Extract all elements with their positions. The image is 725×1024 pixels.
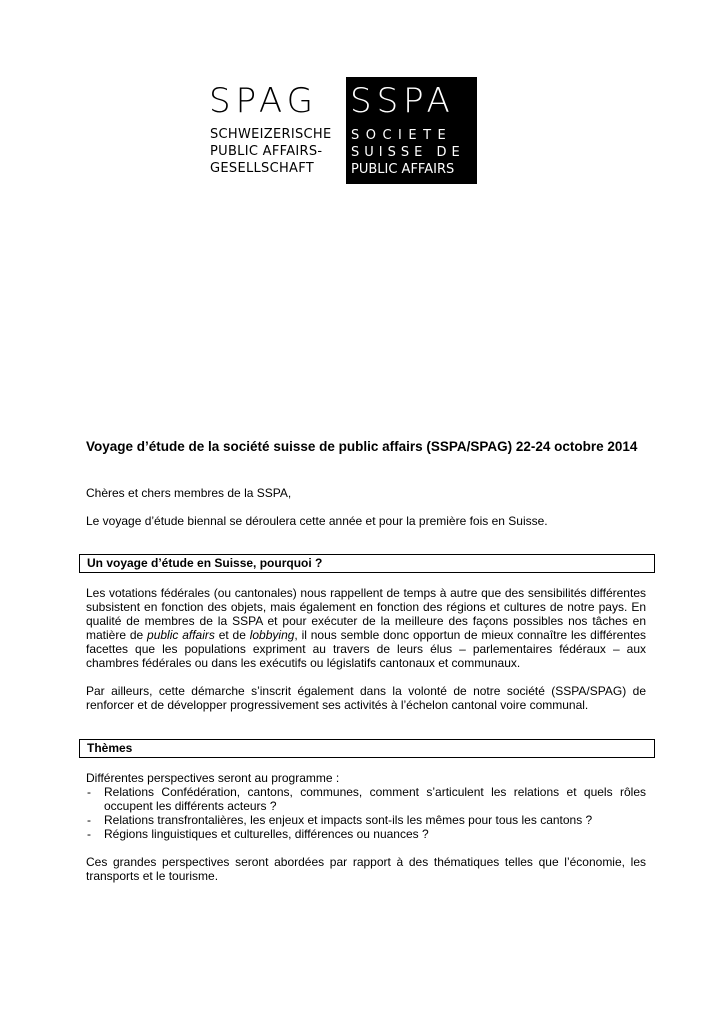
text-run: et de xyxy=(214,628,250,642)
section-heading-box xyxy=(79,554,655,573)
section1-paragraph2: Par ailleurs, cette démarche s’inscrit également dans la volonté de notre société (SSPA/SPAG) de renforcer et de développer progressivement ses activités à l’échelon cantonal voire communal. xyxy=(86,684,646,712)
section1-paragraph1 xyxy=(86,586,646,670)
logo-sspa-line: SUISSE DE xyxy=(351,145,465,160)
logo-sspa-title: SSPA xyxy=(350,81,455,121)
spag-sspa-logo xyxy=(205,76,477,186)
logo-spag-subtitle xyxy=(210,126,332,177)
logo-sspa-line: PUBLIC AFFAIRS xyxy=(351,162,455,177)
text-run: , il nous semble donc opportun de mieux connaître les différentes facettes que les populations expriment au travers de leurs élus – parlementaires fédéraux – aux chambres fédérales ou dans les exécutifs ou législatifs cantonaux et communaux. xyxy=(86,628,646,670)
list-item: - Régions linguistiques et culturelles, différences ou nuances ? xyxy=(86,827,646,841)
themes-intro: Différentes perspectives seront au programme : xyxy=(86,771,340,785)
logo-spag-line: SCHWEIZERISCHE xyxy=(210,127,332,142)
logo-sspa-line: SOCIETE xyxy=(351,128,453,143)
logo-spag-block xyxy=(205,76,345,186)
themes-closing: Ces grandes perspectives seront abordées par rapport à des thématiques telles que l’économie, les transports et le tourisme. xyxy=(86,855,646,883)
list-item: - Relations Confédération, cantons, communes, comment s’articulent les relations et quels rôles occupent les différents acteurs ? xyxy=(86,785,646,813)
logo-spag-title: SPAG xyxy=(209,81,318,121)
logo-sspa-subtitle xyxy=(351,127,465,178)
section-heading: Un voyage d’étude en Suisse, pourquoi ? xyxy=(87,556,323,570)
logo-spag-line: PUBLIC AFFAIRS- xyxy=(210,144,323,159)
logo-sspa-block xyxy=(346,77,477,184)
intro-paragraph: Le voyage d’étude biennal se déroulera cette année et pour la première fois en Suisse. xyxy=(86,514,548,528)
emphasis-public-affairs: public affairs xyxy=(147,628,215,642)
greeting: Chères et chers membres de la SSPA, xyxy=(86,486,292,500)
logo-spag-line: GESELLSCHAFT xyxy=(210,161,315,176)
emphasis-lobbying: lobbying xyxy=(249,628,295,642)
document-title: Voyage d’étude de la société suisse de public affairs (SSPA/SPAG) 22-24 octobre 2014 xyxy=(86,439,638,454)
section-heading: Thèmes xyxy=(87,741,133,755)
themes-list xyxy=(86,785,646,841)
text-run: Les votations fédérales (ou cantonales) nous rappellent de temps à autre que des sensibilités différentes subsistent en fonction des objets, mais également en fonction des régions et cultures de notre pays. En qualité de membres de la SSPA et pour exécuter de la meilleure des façons possibles nos tâches en matière de xyxy=(86,586,646,642)
section-heading-box xyxy=(79,739,655,758)
list-item: - Relations transfrontalières, les enjeux et impacts sont-ils les mêmes pour tous les cantons ? xyxy=(86,813,646,827)
